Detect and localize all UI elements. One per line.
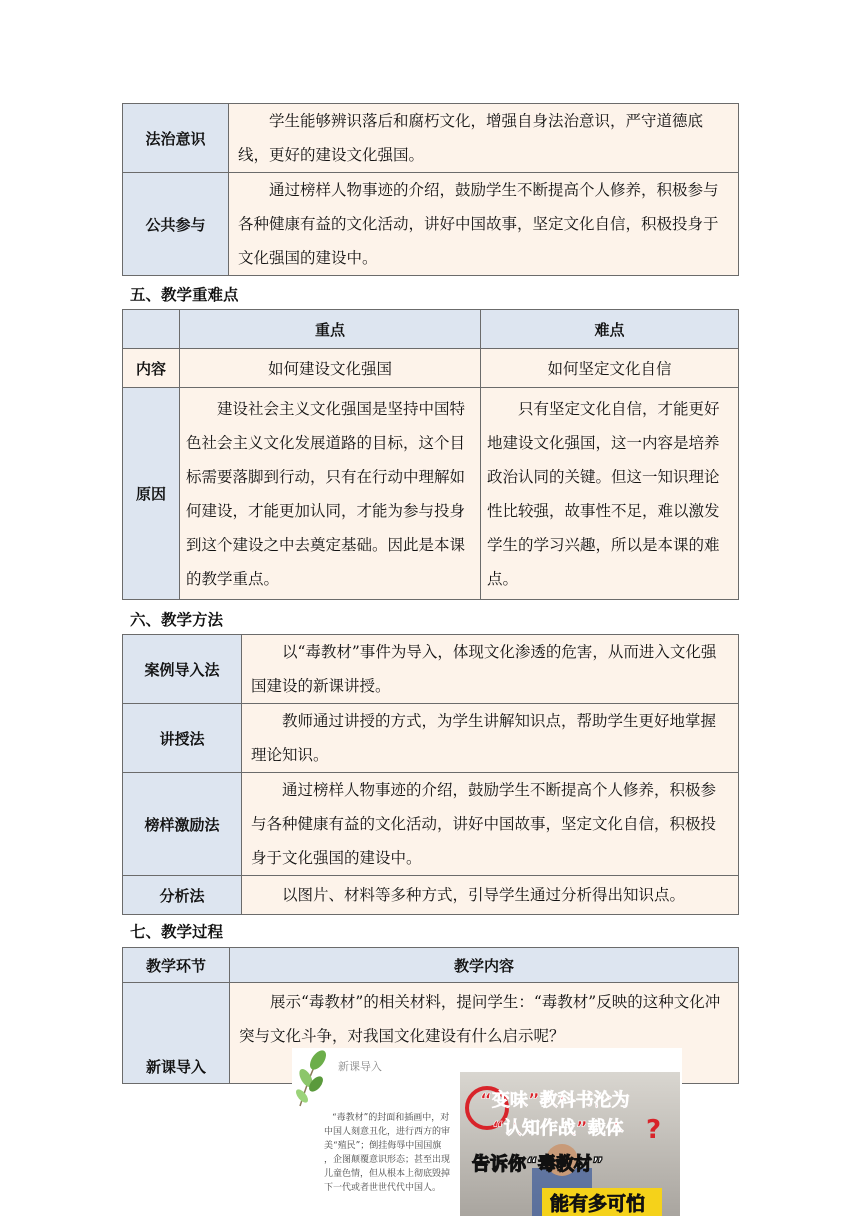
row-label: 公共参与 [123,173,229,276]
slide-body-line: 下一代或者世世代代中国人。 [324,1183,442,1193]
row-text: 通过榜样人物事迹的介绍，鼓励学生不断提高个人修养，积极参与各种健康有益的文化活动，讲好中国故事，坚定文化自信，积极投身于文化强国的建设中。 [229,173,739,276]
content-cell: 如何坚定文化自信 [481,349,739,388]
slide-body-line: ，企图颠覆意识形态；甚至出现 [324,1155,451,1165]
row-text: 以“毒教材”事件为导入，体现文化渗透的危害，从而进入文化强国建设的新课讲授。 [242,635,739,704]
key-points-table [122,309,739,600]
slide-title: 新课导入 [338,1060,382,1073]
content-cell: 如何建设文化强国 [180,349,481,388]
row-text: 学生能够辨识落后和腐朽文化，增强自身法治意识，严守道德底线，更好的建设文化强国。 [229,104,739,173]
poster-line1: “变味”教科书沦为 [480,1090,630,1111]
empty-header [123,310,180,349]
question-mark: ? [646,1115,662,1145]
reason-cell: 建设社会主义文化强国是坚持中国特色社会主义文化发展道路的目标，这个目标需要落脚到行动，只有在行动中理解如何建设，才能更加认同，才能为参与投身到这个建设之中去奠定基础。因此是本课的教学重点。 [180,388,481,600]
poster [460,1072,680,1216]
row-label: 分析法 [123,876,242,915]
slide-image [292,1048,682,1216]
row-label: 讲授法 [123,704,242,773]
slide-body-line: 儿童色情，但从根本上彻底毁掉 [324,1169,451,1179]
row-label: 新课导入 [123,983,230,1084]
slide-body-line: “毒教材”的封面和插画中，对 [332,1113,450,1123]
col-header: 教学环节 [123,948,230,983]
section-heading: 六、教学方法 [130,611,224,629]
section-heading: 五、教学重难点 [130,286,239,304]
poster-line4: 能有多可怕 [550,1193,646,1215]
col-header: 教学内容 [230,948,739,983]
row-text: 通过榜样人物事迹的介绍，鼓励学生不断提高个人修养，积极参与各种健康有益的文化活动，讲好中国故事，坚定文化自信，积极投身于文化强国的建设中。 [242,773,739,876]
slide-image-graphic [292,1048,682,1216]
row-label: 案例导入法 [123,635,242,704]
row-label: 原因 [123,388,180,600]
poster-line3: 告诉你“毒教材” [472,1154,604,1175]
row-text: 展示“毒教材”的相关材料，提问学生：“毒教材”反映的这种文化冲突与文化斗争，对我国文化建设有什么启示呢？ [230,983,739,1084]
row-label: 榜样激励法 [123,773,242,876]
methods-table [122,634,739,915]
col-header: 重点 [180,310,481,349]
poster-line2: “认知作战”载体 [492,1118,624,1139]
row-label: 内容 [123,349,180,388]
col-header: 难点 [481,310,739,349]
row-text: 以图片、材料等多种方式，引导学生通过分析得出知识点。 [242,876,739,915]
row-label: 法治意识 [123,104,229,173]
reason-cell: 只有坚定文化自信，才能更好地建设文化强国，这一内容是培养政治认同的关键。但这一知识理论性比较强，故事性不足，难以激发学生的学习兴趣，所以是本课的难点。 [481,388,739,600]
literacy-table [122,103,739,276]
slide-body-line: 中国人刻意丑化，进行西方的审 [324,1127,451,1137]
slide-body-line: 美“殖民”；倒挂侮辱中国国旗 [324,1141,442,1151]
section-heading: 七、教学过程 [130,923,224,941]
row-text: 教师通过讲授的方式，为学生讲解知识点，帮助学生更好地掌握理论知识。 [242,704,739,773]
